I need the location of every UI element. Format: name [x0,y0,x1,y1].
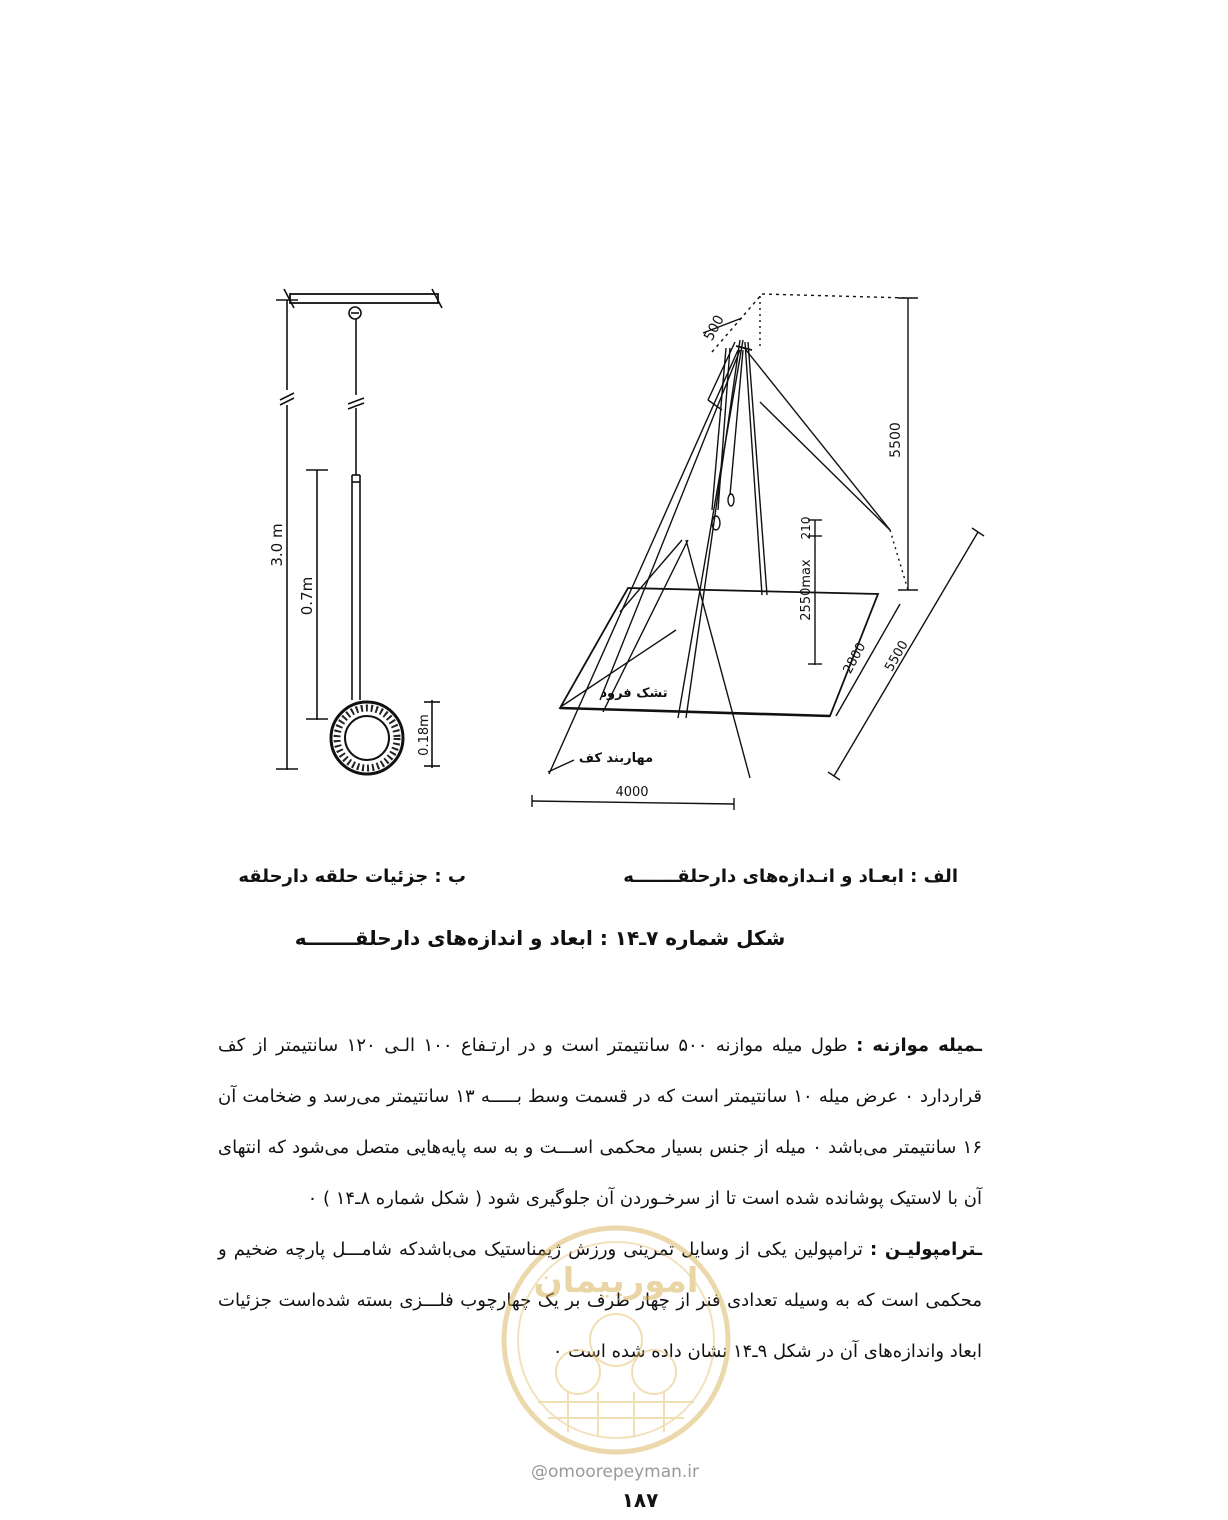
caption-a: الف : ابعـاد و انـدازه‌های دارحلقـــــــه [623,866,958,887]
paragraph-text: ترامپولین یکی از وسایل تمرینی ورزش ژیمناستیک می‌باشدکه شامـــل پارچه ضخیم و محکمی است که به وسیله تعدادی فنر از چهار طرف بر یک چهارچوب فلـــزی بسته شده‌است جزئیات ابعاد واندازه‌های آن در شکل ۹ـ۱۴ نشان داده شده است ۰ [218,1239,982,1362]
dim-height-label: 5500 [888,422,904,458]
figure-title: شکل شماره ۷ـ۱۴ : ابعاد و اندازه‌های دارحلقـــــــه [294,926,786,950]
dim-total-label: 3.0 m [268,523,286,567]
ring-detail-drawing [276,289,442,774]
paragraph-balance-beam [218,1020,982,1224]
svg-text:امورپیمان: امورپیمان [533,1261,699,1301]
anchor-label: مهاربند کف [578,751,654,766]
dim-top-label: 500 [701,312,728,344]
dim-width-label: 4000 [615,785,649,800]
paragraph-heading: ـمیله موازنه : [856,1035,982,1056]
dim-mat-depth-label: 2800 [840,640,870,677]
apparatus-drawing [532,294,984,810]
paragraph-text: طول میله موازنه ۵۰۰ سانتیمتر است و در ارتـفاع ۱۰۰ الـی ۱۲۰ سانتیمتر از کف قراردارد ۰ عرض میله ۱۰ سانتیمتر است که در قسمت وسط بـــــه ۱۳ سانتیمتر می‌رسد و ضخامت آن ۱۶ سانتیمتر می‌باشد ۰ میله از جنس بسیار محکمی اســـت و به سه پایه‌هایی متصل می‌شود که انتهای آن با لاستیک پوشانده شده است تا از سرخـوردن آن جلوگیری شود ( شکل شماره ۸ـ۱۴ ) ۰ [218,1035,983,1209]
dim-diag-label: 5500 [882,638,912,675]
site-watermark: @omoorepeyman.ir [530,1462,700,1482]
dim-max-label: 2550max [799,559,814,621]
publisher-seal-watermark [498,1222,734,1458]
dim-ring-gap-label: 210 [799,516,813,540]
page-number: ۱۸۷ [621,1488,659,1512]
caption-b: ب : جزئیات حلقه دارحلقه [238,866,466,887]
dim-ring-label: 0.18m [417,714,432,756]
paragraph-heading: ـترامپولیـن : [870,1239,982,1260]
dim-rod-label: 0.7m [298,576,316,616]
mat-label: تشک فرود [600,686,668,701]
